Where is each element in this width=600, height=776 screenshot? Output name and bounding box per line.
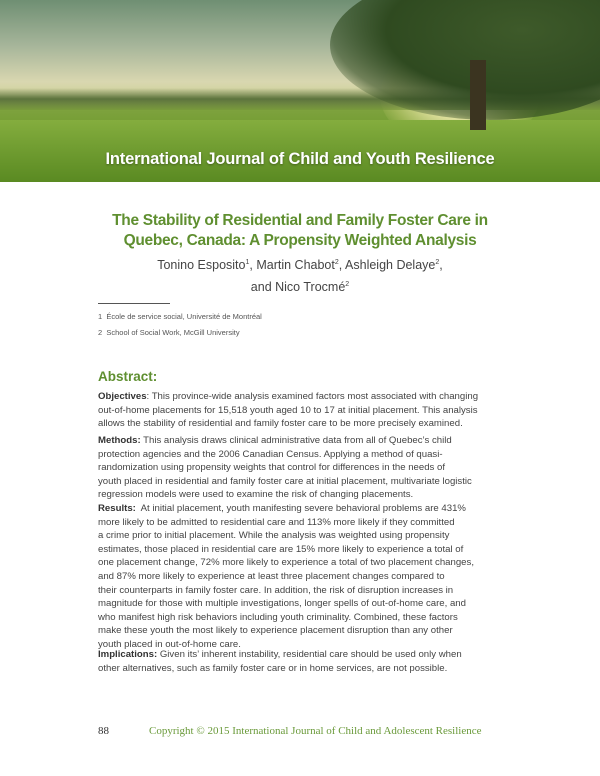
author-sup: 2 [435,259,440,266]
title-line: The Stability of Residential and Family Foster Care in [112,212,488,229]
text-line: Given its’ inherent instability, residential care should be used only when [157,649,462,660]
section-label: Methods: [98,435,141,446]
author-sup: 2 [345,281,350,289]
author-list: Tonino Esposito$^1$, Martin Chabot$^2$, Ashleigh Delaye$^2$, and Nico Trocmé$^2$ [157,258,443,295]
text-line: youth placed in residential and family foster care at initial placement, multivariate logistic [98,475,472,487]
affiliation-number: 2 [98,328,103,337]
section-label: Implications: [98,649,158,660]
section-label: Results: [98,503,136,514]
affiliation [98,328,240,337]
text-line: out-of-home placements for 15,518 youth aged 10 to 17 at initial placement. This analysis [98,404,478,416]
text-line: magnitude for those with multiple investigations, longer spells of out-of-home care, and [98,598,466,610]
text-line: more likely to be admitted to residential care and 113% more likely if they committed [98,516,455,528]
text-line: protection agencies and the 2006 Canadian Census. Applying a method of quasi- [98,448,443,460]
section-label: Objectives [98,391,147,402]
text-line: youth placed in out-of-home care. [98,638,241,650]
text-line: a crime prior to initial placement. While the analysis was weighted using propensity [98,530,450,542]
author-sup: 1 [245,259,250,266]
journal-title: International Journal of Child and Youth Resilience [105,150,495,168]
footnote-divider [98,303,170,304]
text-line: other alternatives, such as family foster care or in home services, are not possible. [98,662,448,674]
affiliation-number: 1 [98,312,103,321]
author-name: Ashleigh Delaye [345,258,436,273]
text-line: one placement change, 72% more likely to experience a total of two placement changes, [98,557,474,569]
author-sup: 2 [334,259,339,266]
text-line: make these youth the most likely to experience placement disruption than any other [98,625,453,637]
text-line: who manifest high risk behaviors including youth criminality. Combined, these factors [98,611,458,623]
text-line: randomization using propensity weights that control for differences in the needs of [98,462,446,474]
text-line: and 87% more likely to experience at least three placement changes compared to [98,570,445,582]
copyright-notice: Copyright © 2015 International Journal of Child and Adolescent Resilience [149,725,482,737]
objectives-paragraph [98,390,518,431]
author-name: Martin Chabot [256,258,335,273]
page-number: 88 [98,725,109,737]
affiliation-text: School of Social Work, McGill University [106,328,240,337]
affiliation-text: École de service social, Université de Montréal [106,312,262,321]
title-line: Quebec, Canada: A Propensity Weighted Analysis [123,232,477,249]
article-title [0,211,600,251]
implications-paragraph [98,648,518,675]
text-line: This analysis draws clinical administrative data from all of Quebec’s child [140,435,452,446]
methods-paragraph [98,434,518,502]
text-line: estimates, those placed in residential care are 15% more likely to experience a total of [98,543,464,555]
text-line: At initial placement, youth manifesting severe behavioral problems are 431% [135,503,466,514]
text-line: allows the stability of residential and family foster care to be more precisely examined. [98,418,463,430]
results-paragraph [98,502,518,652]
tree-trunk [470,60,486,130]
text-line: regression models were used to examine the risk of changing placements. [98,489,414,501]
author-name: Tonino Esposito [157,258,246,273]
affiliation [98,312,262,321]
author-name: and Nico Trocmé [250,280,346,295]
text-line: : This province-wide analysis examined factors most associated with changing [146,391,479,402]
abstract-heading: Abstract: [98,369,158,384]
text-line: their counterparts in family foster care. In addition, the risk of disruption increases in [98,584,454,596]
